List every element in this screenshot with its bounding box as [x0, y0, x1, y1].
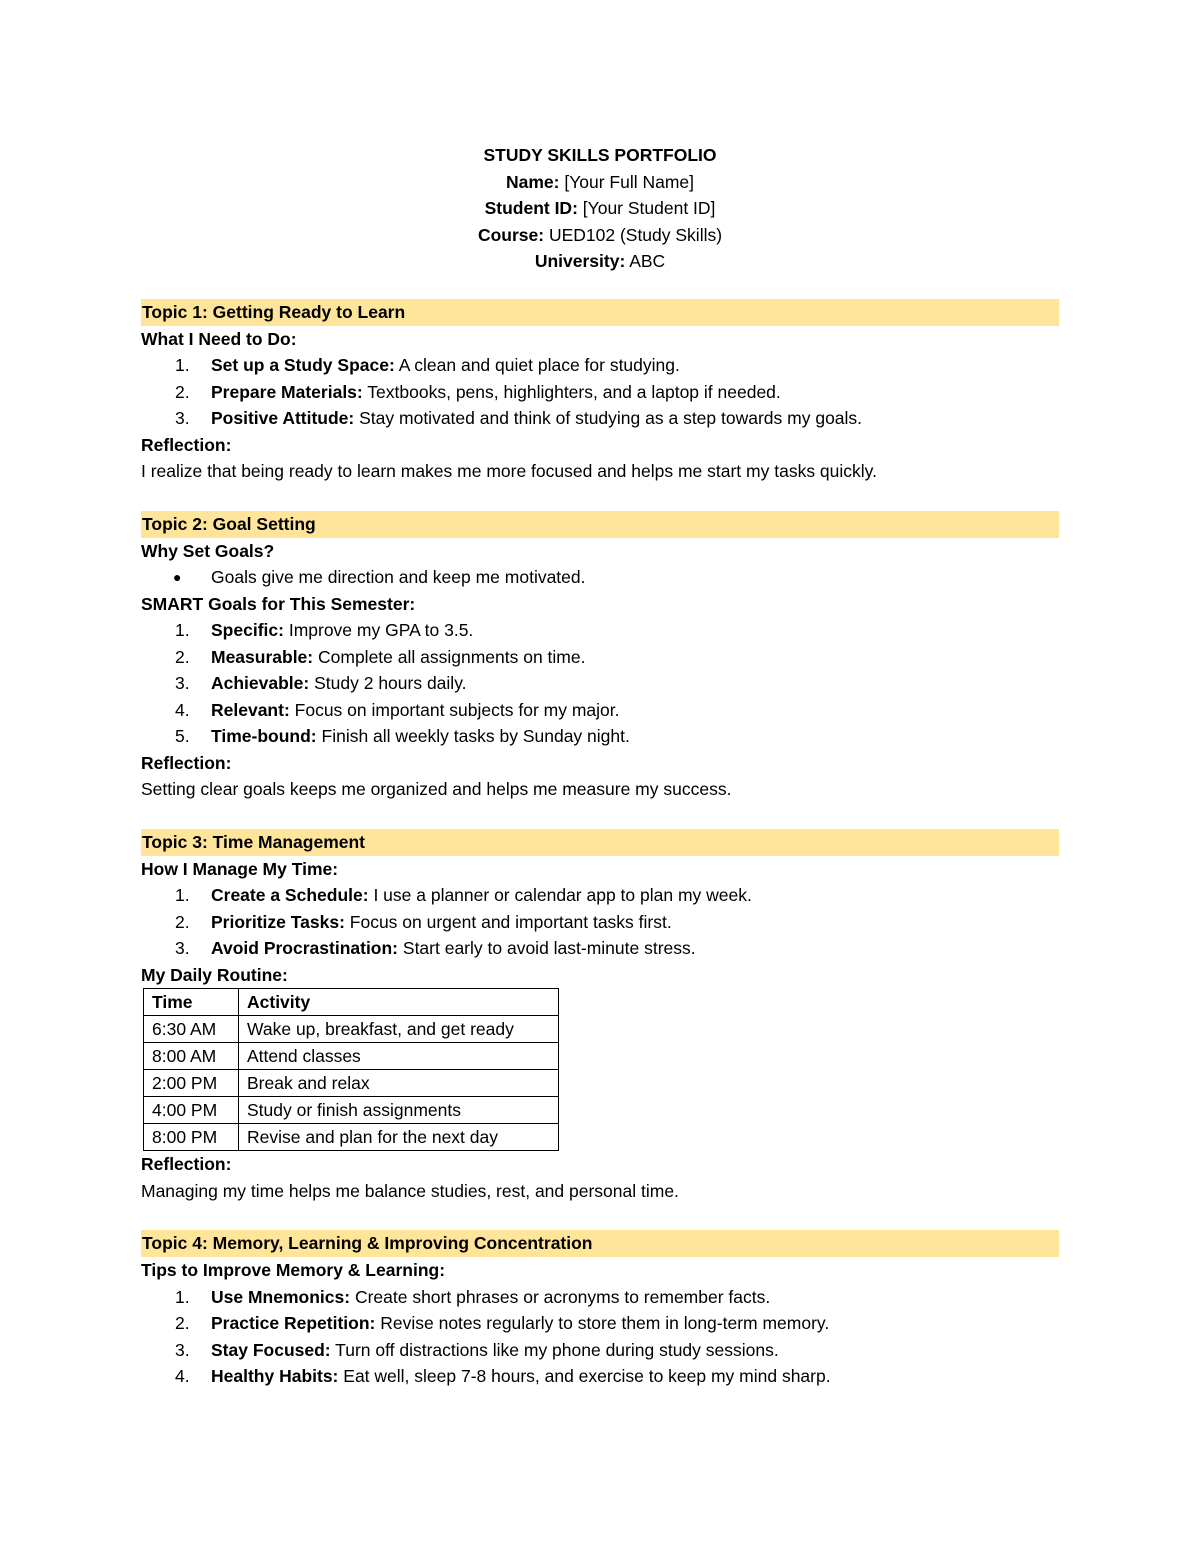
list-item: 1. Specific: Improve my GPA to 3.5. — [175, 620, 474, 640]
table-header-row — [144, 989, 559, 1016]
topic-1-reflection: I realize that being ready to learn makes me more focused and helps me start my tasks quickly. — [141, 461, 877, 481]
table-cell: 8:00 AM — [144, 1043, 239, 1070]
course-value: UED102 (Study Skills) — [548, 224, 723, 245]
topic-4-heading: Topic 4: Memory, Learning & Improving Concentration — [141, 1230, 1059, 1257]
topic-1-reflection-label: Reflection: — [141, 434, 232, 455]
portfolio-header — [141, 142, 1059, 275]
document-title: STUDY SKILLS PORTFOLIO — [483, 145, 717, 165]
topic-3-subheading: How I Manage My Time: — [141, 858, 339, 879]
student-id-label: Student ID: — [484, 198, 578, 218]
table-header-cell: Time — [144, 989, 239, 1016]
topic-3-list — [141, 882, 1059, 962]
topic-3-reflection: Managing my time helps me balance studies, rest, and personal time. — [141, 1180, 679, 1201]
name-value: [Your Full Name] — [564, 171, 695, 192]
table-cell: Attend classes — [239, 1043, 559, 1070]
list-item: 1. Create a Schedule: I use a planner or calendar app to plan my week. — [175, 885, 752, 905]
table-cell: 8:00 PM — [144, 1124, 239, 1151]
list-item: ● Goals give me direction and keep me motivated. — [141, 564, 1059, 591]
list-item: 3. Avoid Procrastination: Start early to avoid last-minute stress. — [175, 938, 696, 958]
table-cell: Study or finish assignments — [239, 1097, 559, 1124]
topic-2-reflection: Setting clear goals keeps me organized and helps me measure my success. — [141, 779, 732, 799]
university-row — [141, 248, 1059, 275]
topic-4-list — [141, 1284, 1059, 1390]
name-row — [141, 169, 1059, 196]
table-cell: Revise and plan for the next day — [239, 1124, 559, 1151]
university-value: ABC — [629, 251, 666, 271]
student-id-row — [141, 195, 1059, 222]
list-item: 1. Use Mnemonics: Create short phrases or acronyms to remember facts. — [175, 1286, 771, 1307]
table-header-cell: Activity — [239, 989, 559, 1016]
table-row — [144, 1043, 559, 1070]
course-label: Course: — [477, 224, 545, 245]
topic-4-section — [141, 1230, 1059, 1390]
list-item: 3. Achievable: Study 2 hours daily. — [175, 673, 467, 693]
list-item: 4. Relevant: Focus on important subjects for my major. — [175, 699, 620, 720]
list-item: 2. Measurable: Complete all assignments on time. — [175, 646, 586, 667]
table-cell: Break and relax — [239, 1070, 559, 1097]
topic-1-subheading: What I Need to Do: — [141, 328, 297, 349]
list-item: 2. Prioritize Tasks: Focus on urgent and important tasks first. — [175, 911, 672, 932]
topic-3-heading: Topic 3: Time Management — [141, 829, 1059, 856]
list-item: 5. Time-bound: Finish all weekly tasks by Sunday night. — [175, 726, 630, 746]
topic-3-section — [141, 829, 1059, 1205]
list-item: 2. Prepare Materials: Textbooks, pens, highlighters, and a laptop if needed. — [175, 381, 781, 402]
table-row — [144, 1070, 559, 1097]
daily-routine-label: My Daily Routine: — [141, 964, 288, 985]
course-row — [141, 222, 1059, 249]
student-id-value: [Your Student ID] — [582, 198, 716, 218]
topic-4-subheading: Tips to Improve Memory & Learning: — [141, 1260, 446, 1280]
topic-2-subheading-smart: SMART Goals for This Semester: — [141, 593, 416, 614]
table-cell: 2:00 PM — [144, 1070, 239, 1097]
bullet-icon: ● — [173, 569, 182, 585]
list-item: 2. Practice Repetition: Revise notes regularly to store them in long-term memory. — [175, 1313, 830, 1333]
table-row — [144, 1124, 559, 1151]
list-item: 1. Set up a Study Space: A clean and quiet place for studying. — [175, 355, 680, 375]
topic-1-section — [141, 299, 1059, 485]
table-cell: Wake up, breakfast, and get ready — [239, 1016, 559, 1043]
name-label: Name: — [505, 171, 560, 192]
topic-1-heading: Topic 1: Getting Ready to Learn — [141, 299, 1059, 326]
table-row — [144, 1097, 559, 1124]
daily-routine-table — [143, 988, 559, 1151]
topic-2-section — [141, 511, 1059, 803]
topic-2-list — [141, 617, 1059, 750]
list-item: 3. Positive Attitude: Stay motivated and think of studying as a step towards my goals. — [175, 408, 863, 428]
topic-1-list — [141, 352, 1059, 432]
table-row — [144, 1016, 559, 1043]
topic-2-reflection-label: Reflection: — [141, 752, 232, 773]
university-label: University: — [534, 251, 626, 271]
table-cell: 6:30 AM — [144, 1016, 239, 1043]
topic-2-heading: Topic 2: Goal Setting — [141, 511, 1059, 538]
document-body — [141, 142, 1059, 1390]
topic-3-reflection-label: Reflection: — [141, 1154, 232, 1174]
list-item: 4. Healthy Habits: Eat well, sleep 7-8 hours, and exercise to keep my mind sharp. — [175, 1366, 831, 1386]
list-item: 3. Stay Focused: Turn off distractions like my phone during study sessions. — [175, 1339, 779, 1360]
table-cell: 4:00 PM — [144, 1097, 239, 1124]
topic-2-subheading-why: Why Set Goals? — [141, 540, 275, 561]
